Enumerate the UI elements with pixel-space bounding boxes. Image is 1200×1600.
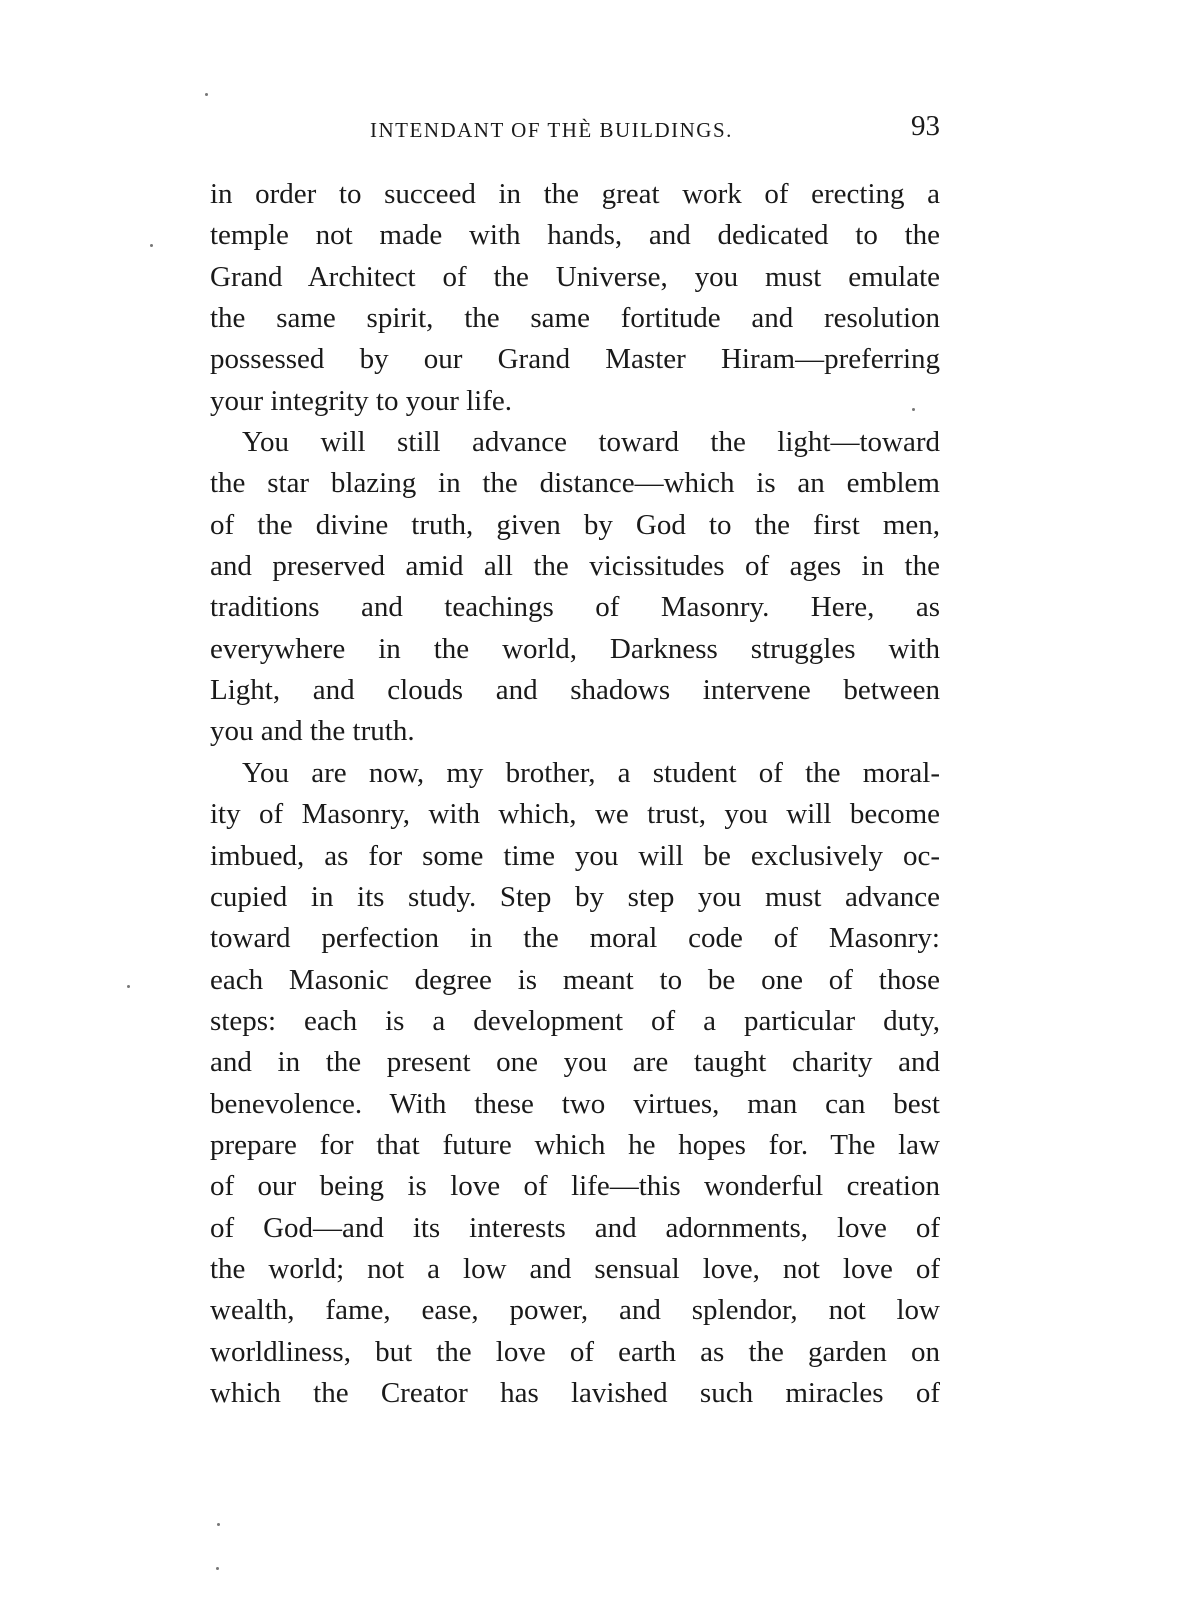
- text-line: the world; not a low and sensual love, not love of: [210, 1252, 940, 1285]
- text-line: you and the truth.: [210, 715, 415, 748]
- text-line: steps: each is a development of a particular duty,: [210, 1004, 940, 1037]
- text-line: of our being is love of life—this wonderful creation: [210, 1170, 940, 1203]
- text-line: benevolence. With these two virtues, man can best: [210, 1087, 940, 1120]
- body-text: [210, 174, 940, 1414]
- text-line: of God—and its interests and adornments, love of: [210, 1211, 940, 1244]
- text-line: in order to succeed in the great work of erecting a: [210, 178, 940, 210]
- text-line: the same spirit, the same fortitude and resolution: [210, 302, 940, 335]
- text-line: You are now, my brother, a student of the moral-: [242, 756, 940, 789]
- text-line: and preserved amid all the vicissitudes of ages in the: [210, 550, 940, 583]
- scan-speck: [205, 93, 208, 96]
- text-line: prepare for that future which he hopes for. The law: [210, 1128, 940, 1161]
- text-line: ity of Masonry, with which, we trust, you will become: [210, 798, 940, 831]
- text-line: and in the present one you are taught charity and: [210, 1046, 940, 1079]
- scan-speck: [912, 408, 915, 411]
- text-line: You will still advance toward the light—toward: [242, 426, 940, 459]
- running-title: INTENDANT OF THÈ BUILDINGS.: [370, 118, 733, 142]
- scan-speck: [216, 1567, 219, 1570]
- text-line: traditions and teachings of Masonry. Here, as: [210, 591, 940, 624]
- text-line: the star blazing in the distance—which is an emblem: [210, 467, 940, 500]
- text-line: Grand Architect of the Universe, you must emulate: [210, 260, 940, 293]
- text-line: toward perfection in the moral code of Masonry:: [210, 922, 940, 955]
- text-line: imbued, as for some time you will be exclusively oc-: [210, 839, 940, 872]
- text-line: temple not made with hands, and dedicated to the: [210, 219, 940, 252]
- text-line: of the divine truth, given by God to the first men,: [210, 508, 940, 541]
- text-line: Light, and clouds and shadows intervene between: [210, 674, 940, 707]
- text-line: possessed by our Grand Master Hiram—preferring: [210, 343, 940, 376]
- scan-speck: [150, 244, 153, 247]
- text-line: worldliness, but the love of earth as the garden on: [210, 1335, 940, 1368]
- scan-speck: [127, 985, 130, 988]
- text-line: each Masonic degree is meant to be one of those: [210, 963, 940, 996]
- text-line: your integrity to your life.: [210, 384, 513, 417]
- text-line: cupied in its study. Step by step you must advance: [210, 880, 940, 913]
- page-number: 93: [911, 110, 940, 142]
- text-line: which the Creator has lavished such miracles of: [210, 1376, 940, 1409]
- text-line: wealth, fame, ease, power, and splendor, not low: [210, 1294, 940, 1327]
- scan-speck: [217, 1523, 220, 1526]
- text-line: everywhere in the world, Darkness struggles with: [210, 632, 940, 665]
- running-head: [210, 110, 940, 150]
